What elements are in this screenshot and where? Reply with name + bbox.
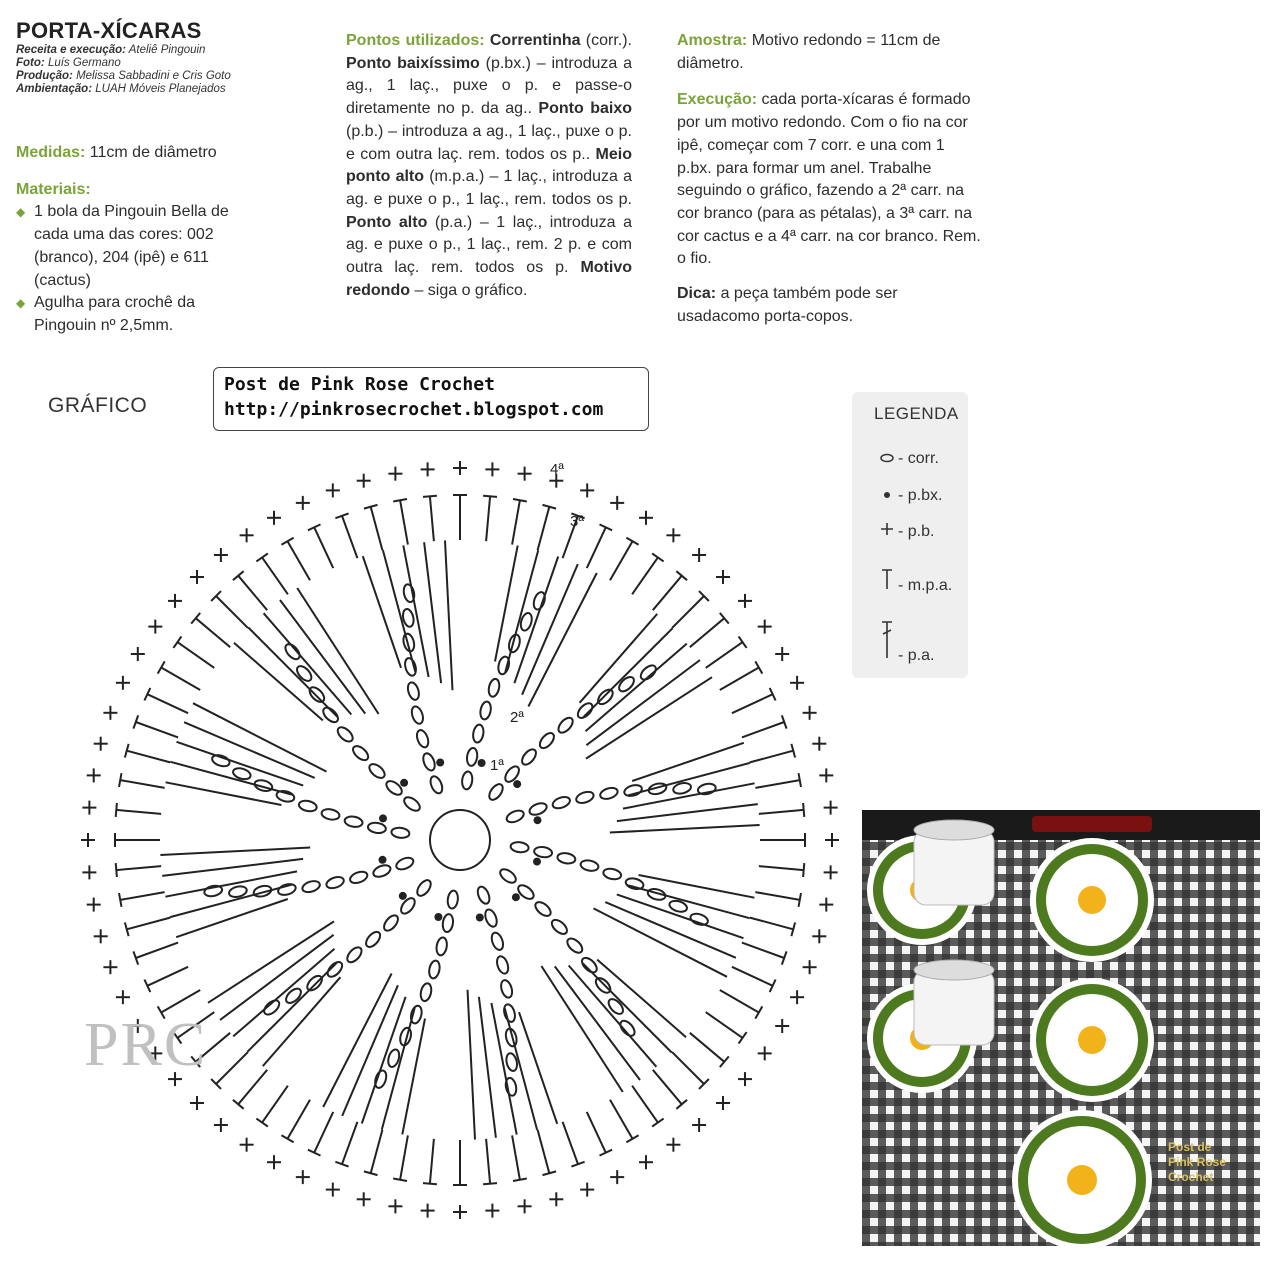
blog-watermark-box: [213, 367, 649, 431]
slip-stitch-dot: [379, 814, 387, 822]
materials-column: [16, 142, 316, 338]
chain-stitch: [490, 931, 506, 951]
chain-stitch: [498, 867, 518, 886]
double-crochet-stitch: [522, 564, 578, 695]
stitch-top-bar: [423, 496, 437, 497]
chain-stitch: [325, 875, 345, 890]
chain-stitch: [697, 782, 717, 795]
double-crochet-stitch: [280, 600, 365, 714]
double-crochet-stitch: [165, 871, 297, 896]
photo-overlay-text: Post de Pink Rose Crochet: [1168, 1140, 1227, 1184]
chain-stitch: [533, 846, 552, 858]
slip-stitch-dot: [513, 780, 521, 788]
double-crochet-stitch: [116, 810, 161, 814]
stitch-top-bar: [739, 1032, 747, 1044]
double-crochet-stitch: [732, 694, 773, 713]
double-crochet-stitch: [430, 1139, 434, 1184]
double-crochet-stitch: [538, 507, 550, 550]
double-crochet-stitch: [610, 825, 760, 833]
double-crochet-stitch: [586, 660, 700, 745]
stitch-top-bar: [483, 496, 497, 497]
chain-stitch: [499, 979, 514, 999]
chain-stitch: [325, 959, 345, 979]
double-crochet-stitch: [220, 935, 334, 1020]
stitch-top-bar: [755, 1006, 762, 1018]
double-crochet-stitch: [160, 848, 310, 856]
double-crochet-stitch: [288, 541, 311, 580]
double-crochet-stitch: [196, 618, 231, 647]
crochet-chart: [60, 440, 860, 1240]
double-crochet-stitch: [297, 588, 378, 714]
double-crochet-stitch: [750, 751, 793, 763]
double-crochet-stitch: [262, 557, 288, 594]
double-crochet-stitch: [750, 918, 793, 930]
stitch-top-bar: [739, 636, 747, 648]
double-crochet-stitch: [512, 500, 520, 544]
stitch-top-bar: [173, 636, 181, 648]
double-crochet-stitch: [672, 1052, 704, 1084]
double-crochet-stitch: [653, 576, 682, 611]
chain-stitch: [487, 678, 501, 698]
double-crochet-stitch: [486, 1139, 490, 1184]
chain-stitch: [421, 752, 437, 772]
stitch-top-bar: [483, 1183, 497, 1184]
slip-stitch-dot: [436, 759, 444, 767]
chain-stitch: [305, 973, 325, 993]
chain-stitch: [428, 775, 444, 795]
double-crochet-stitch: [505, 550, 538, 672]
chart-title: GRÁFICO: [48, 394, 148, 417]
credits-block: [16, 44, 231, 96]
stitch-top-bar: [755, 661, 762, 673]
double-crochet-stitch: [610, 1100, 633, 1139]
center-ring: [430, 810, 490, 870]
double-crochet-stitch: [184, 722, 315, 778]
double-crochet-stitch: [491, 1003, 516, 1135]
double-crochet-stitch: [363, 556, 401, 668]
sample-paragraph: Amostra: Motivo redondo = 11cm de diâmetro.: [677, 32, 941, 72]
double-crochet-stitch: [623, 783, 755, 808]
double-crochet-stitch: [120, 780, 164, 788]
slip-stitch-dot: [533, 858, 541, 866]
round-label: 1ª: [490, 757, 504, 774]
measures-line: Medidas: 11cm de diâmetro: [16, 144, 217, 161]
oval-icon: [876, 450, 898, 468]
chain-stitch: [442, 913, 454, 932]
double-crochet-stitch: [238, 1070, 267, 1105]
daisy-center: [1067, 1165, 1097, 1195]
double-crochet-stitch: [583, 963, 672, 1052]
double-crochet-stitch: [342, 985, 398, 1116]
double-crochet-stitch: [742, 943, 784, 958]
double-crochet-stitch: [690, 1033, 725, 1062]
chain-stitch: [593, 975, 613, 995]
chain-stitch: [556, 715, 576, 735]
chain-stitch: [602, 867, 622, 881]
chain-stitch: [495, 955, 510, 975]
stitch-top-bar: [256, 1119, 268, 1127]
double-crochet-stitch: [402, 1019, 425, 1135]
credit-line: Foto: Luís Germano: [16, 57, 121, 69]
stitch-top-bar: [513, 1179, 527, 1182]
double-crochet-stitch: [216, 1052, 248, 1084]
double-crochet-stitch: [759, 866, 804, 870]
double-crochet-stitch: [759, 810, 804, 814]
double-crochet-stitch: [248, 628, 337, 717]
chain-stitch: [475, 885, 491, 905]
chain-stitch: [363, 929, 382, 949]
chain-stitch: [403, 657, 418, 677]
double-crochet-stitch: [116, 866, 161, 870]
double-crochet-stitch: [586, 644, 687, 732]
double-crochet-stitch: [288, 1100, 311, 1139]
chain-stitch: [537, 731, 556, 751]
double-crochet-stitch: [136, 943, 178, 958]
chain-stitch: [391, 827, 410, 839]
double-crochet-stitch: [177, 642, 214, 668]
double-crochet-stitch: [208, 921, 334, 1002]
slip-stitch-dot: [534, 816, 542, 824]
chain-stitch: [479, 701, 492, 721]
double-crochet-stitch: [147, 694, 188, 713]
chain-stitch: [533, 899, 553, 918]
double-crochet-stitch: [632, 1086, 658, 1123]
double-crochet-stitch: [632, 743, 744, 781]
double-crochet-stitch: [486, 496, 490, 541]
chain-stitch: [415, 729, 431, 749]
chain-stitch: [623, 783, 643, 798]
double-crochet-stitch: [468, 990, 476, 1140]
chain-stitch: [345, 945, 365, 965]
stitch-top-bar: [803, 803, 804, 817]
slip-stitch-dot: [512, 893, 520, 901]
chain-stitch: [428, 960, 441, 980]
chain-stitch: [638, 663, 658, 682]
chain-stitch: [557, 852, 576, 865]
chain-stitch: [505, 808, 525, 824]
chain-stitch: [618, 1018, 637, 1038]
legend-title: LEGENDA: [874, 404, 959, 423]
half-double-crochet-icon: [876, 568, 898, 595]
double-crochet-stitch: [755, 780, 799, 788]
round-label: 3ª: [570, 513, 584, 530]
stitch-top-bar: [626, 538, 638, 545]
chain-stitch: [575, 790, 595, 805]
execution-column: [677, 30, 983, 328]
double-crochet-stitch: [147, 967, 188, 986]
double-crochet-stitch: [120, 892, 164, 900]
double-crochet-stitch: [720, 990, 759, 1013]
double-crochet-stitch: [706, 1012, 743, 1038]
double-crochet-stitch: [495, 546, 518, 662]
double-crochet-stitch: [382, 1008, 415, 1130]
double-crochet-stitch: [586, 677, 712, 758]
stitch-top-bar: [119, 893, 122, 907]
double-crochet-stitch: [519, 1012, 557, 1124]
round-label: 2ª: [510, 709, 524, 726]
double-crochet-icon: [876, 620, 898, 665]
stitch-top-bar: [652, 553, 664, 561]
double-crochet-stitch: [628, 885, 750, 918]
double-crochet-stitch: [216, 596, 248, 628]
double-crochet-stitch: [605, 902, 736, 958]
chain-stitch: [595, 687, 615, 707]
double-crochet-stitch: [742, 722, 784, 737]
blog-url: http://pinkrosecrochet.blogspot.com: [224, 399, 604, 420]
legend-item: - m.p.a.: [876, 568, 952, 595]
stitch-top-bar: [799, 893, 802, 907]
plus-icon: [876, 522, 898, 541]
double-crochet-stitch: [445, 540, 453, 690]
execution-paragraph: Execução: cada porta-xícaras é formado por um motivo redondo. Com o fio na cor ipê, começar com 7 corr. e una com 1 p.bx. para formar um anel. Trabalhe seguindo o gráfico, fazendo a 2ª carr. na cor branco (para as pétalas), a 3ª carr. na cor cactus e a 4ª carr. na cor branco. Rem. o fio.: [677, 91, 981, 268]
stitch-top-bar: [116, 863, 117, 877]
stitch-top-bar: [281, 538, 293, 545]
chain-stitch: [372, 863, 392, 879]
chain-stitch: [335, 725, 355, 745]
double-crochet-stitch: [583, 628, 672, 717]
double-crochet-stitch: [233, 949, 334, 1037]
double-crochet-stitch: [264, 613, 352, 714]
double-crochet-stitch: [342, 516, 357, 558]
double-crochet-stitch: [166, 782, 282, 805]
teacup: [914, 970, 994, 1045]
teacup-rim: [914, 820, 994, 840]
double-crochet-stitch: [248, 963, 337, 1052]
chain-stitch: [565, 936, 585, 956]
legend-item: - p.bx.: [876, 487, 942, 505]
double-crochet-stitch: [706, 642, 743, 668]
double-crochet-stitch: [563, 1122, 578, 1164]
double-crochet-stitch: [555, 966, 640, 1080]
chain-stitch: [301, 879, 321, 894]
stitch-top-bar: [799, 773, 802, 787]
stitches-column: Pontos utilizados: Correntinha (corr.). Ponto baixíssimo (p.bx.) – introduza a ag., 1 laç., puxe o p. e passe-o diretamente no p. da ag.. Ponto baixo (p.b.) – introduza a ag., 1 laç., puxe o p. e com outra laç. rem. todos os p.. Meio ponto alto (m.p.a.) – 1 laç., introduza a ag. e puxe o p., 1 laç., rem. todos os p. Ponto alto (p.a.) – 1 laç., introduza a ag. e puxe o p., 1 laç., rem. 2 p. e com outra laç. rem. todos os p. Motivo redondo – siga o gráfico.: [346, 32, 633, 299]
slip-stitch-dot: [399, 892, 407, 900]
double-crochet-stitch: [610, 541, 633, 580]
slip-stitch-dot: [434, 913, 442, 921]
chain-stitch: [599, 786, 619, 801]
prc-watermark: PRC: [84, 1011, 208, 1079]
chain-stitch: [549, 917, 569, 936]
stitch-top-bar: [393, 1179, 407, 1182]
chain-stitch: [461, 771, 473, 790]
page-title: PORTA-XÍCARAS: [16, 18, 202, 43]
chain-stitch: [579, 955, 599, 975]
double-crochet-stitch: [314, 527, 333, 568]
chain-stitch: [395, 855, 415, 871]
double-crochet-stitch: [403, 545, 428, 677]
chain-stitch: [575, 701, 595, 721]
double-crochet-stitch: [541, 966, 622, 1092]
double-crochet-stitch: [632, 557, 658, 594]
double-crochet-stitch: [430, 496, 434, 541]
chain-stitch: [410, 705, 425, 725]
chain-stitch: [406, 681, 421, 701]
chain-stitch: [419, 982, 433, 1002]
legend-item: - p.a.: [876, 620, 934, 665]
chain-stitch: [466, 747, 478, 766]
legend-item: - p.b.: [876, 522, 934, 541]
double-crochet-stitch: [400, 1135, 408, 1179]
double-crochet-stitch: [690, 618, 725, 647]
double-crochet-stitch: [512, 1135, 520, 1179]
chain-stitch: [367, 822, 386, 834]
double-crochet-stitch: [639, 875, 755, 898]
slip-stitch-dot: [476, 914, 484, 922]
blog-name: Post de Pink Rose Crochet: [224, 374, 495, 395]
chain-stitch: [551, 795, 571, 811]
stitch-top-bar: [256, 553, 268, 561]
double-crochet-stitch: [538, 1130, 550, 1173]
materials-item: ◆ Agulha para crochê da Pingouin nº 2,5mm.: [16, 292, 246, 337]
chain-stitch: [298, 799, 318, 813]
chain-stitch: [351, 743, 371, 762]
double-crochet-stitch: [127, 918, 170, 930]
teacup-rim: [914, 960, 994, 980]
chain-stitch: [321, 705, 341, 725]
chain-stitch: [321, 808, 341, 821]
dot-icon: [876, 487, 898, 505]
double-crochet-stitch: [176, 899, 288, 937]
double-crochet-stitch: [371, 507, 383, 550]
stitch-top-bar: [393, 499, 407, 502]
double-crochet-stitch: [569, 966, 657, 1067]
double-crochet-stitch: [672, 596, 704, 628]
double-crochet-stitch: [653, 1070, 682, 1105]
double-crochet-stitch: [720, 668, 759, 691]
chain-stitch: [349, 870, 369, 886]
double-crochet-stitch: [587, 1112, 606, 1153]
double-crochet-stitch: [371, 1130, 383, 1173]
stitch-top-bar: [652, 1119, 664, 1127]
chain-stitch: [381, 913, 400, 933]
chain-stitch: [283, 642, 302, 662]
chain-stitch: [344, 815, 363, 828]
double-crochet-stitch: [400, 500, 408, 544]
slip-stitch-dot: [478, 759, 486, 767]
materials-heading: Materiais:: [16, 180, 91, 198]
double-crochet-stitch: [262, 1086, 288, 1123]
chain-stitch: [262, 998, 282, 1017]
credit-line: Produção: Melissa Sabbadini e Cris Goto: [16, 70, 231, 82]
daisy-center: [1078, 886, 1106, 914]
chain-stitch: [580, 859, 600, 872]
round-label: 4ª: [550, 461, 564, 478]
chain-stitch: [435, 937, 448, 956]
double-crochet-stitch: [342, 1122, 357, 1164]
slip-stitch-dot: [400, 779, 408, 787]
stitch-top-bar: [513, 499, 527, 502]
double-crochet-stitch: [732, 967, 773, 986]
materials-item: ◆ 1 bola da Pingouin Bella de cada uma das cores: 002 (branco), 204 (ipê) e 611 (cactus): [16, 201, 246, 292]
stitch-top-bar: [626, 1135, 638, 1142]
teacup: [914, 830, 994, 905]
chain-stitch: [510, 841, 529, 853]
chain-stitch: [277, 882, 297, 897]
stitch-top-bar: [116, 803, 117, 817]
double-crochet-stitch: [161, 668, 200, 691]
chain-stitch: [487, 782, 506, 802]
chain-stitch: [483, 908, 499, 928]
legend-box: [852, 392, 968, 678]
chain-stitch: [307, 685, 327, 705]
double-crochet-stitch: [170, 762, 292, 795]
chain-stitch: [402, 795, 422, 814]
double-crochet-stitch: [136, 722, 178, 737]
slip-stitch-dot: [379, 856, 387, 864]
double-crochet-stitch: [127, 751, 170, 763]
credit-line: Ambientação: LUAH Móveis Planejados: [16, 83, 226, 95]
stitch-top-bar: [281, 1135, 293, 1142]
chain-stitch: [502, 1003, 517, 1023]
stitch-top-bar: [119, 773, 122, 787]
chain-stitch: [472, 724, 485, 743]
stitch-top-bar: [803, 863, 804, 877]
tip-paragraph: Dica: a peça também pode ser usadacomo porta-copos.: [677, 285, 898, 325]
chain-stitch: [528, 801, 548, 817]
double-crochet-stitch: [314, 1112, 333, 1153]
chain-stitch: [415, 878, 434, 898]
daisy-center: [1078, 1026, 1106, 1054]
chain-stitch: [519, 747, 538, 767]
chain-stitch: [447, 890, 459, 909]
double-crochet-stitch: [587, 527, 606, 568]
chain-stitch: [367, 761, 387, 780]
double-crochet-stitch: [755, 892, 799, 900]
double-crochet-stitch: [238, 576, 267, 611]
legend-item: - corr.: [876, 450, 939, 468]
credit-line: Receita e execução: Ateliê Pingouin: [16, 44, 206, 56]
stitch-top-bar: [423, 1183, 437, 1184]
stitch-top-bar: [158, 661, 165, 673]
